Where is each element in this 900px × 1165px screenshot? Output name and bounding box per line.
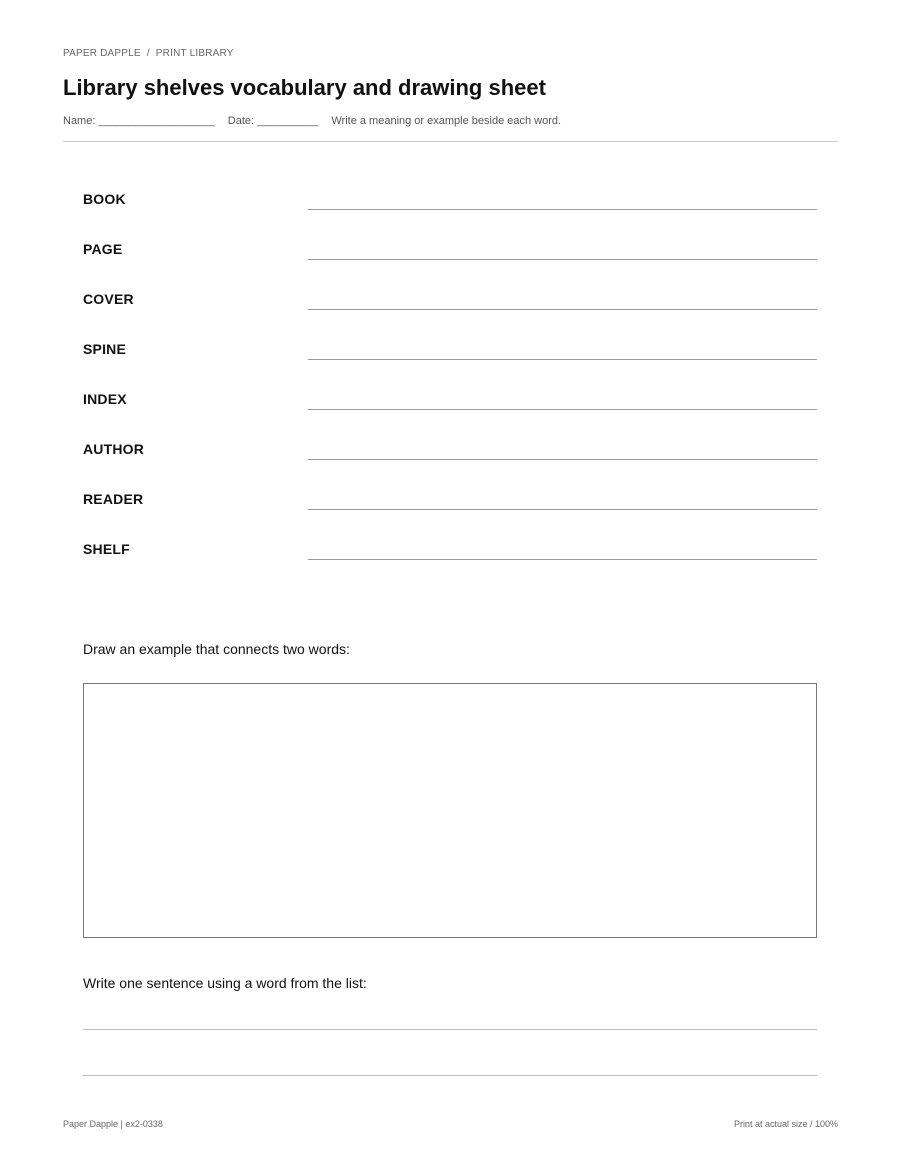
instruction-text: Write a meaning or example beside each word. <box>331 115 562 127</box>
sentence-line <box>83 1029 817 1030</box>
answer-line <box>308 359 817 360</box>
answer-line <box>308 309 817 310</box>
breadcrumb-item-publisher: PAPER DAPPLE <box>63 48 141 59</box>
vocab-word: AUTHOR <box>83 441 145 457</box>
vocab-row <box>83 341 817 371</box>
vocab-word: COVER <box>83 291 134 307</box>
answer-line <box>308 459 817 460</box>
answer-line <box>308 409 817 410</box>
breadcrumb <box>63 48 234 59</box>
footer-document-id: Paper Dapple | ex2-0338 <box>63 1119 163 1129</box>
vocab-word: INDEX <box>83 391 127 407</box>
answer-line <box>308 259 817 260</box>
vocab-row <box>83 391 817 421</box>
vocab-row <box>83 541 817 571</box>
vocab-word: READER <box>83 491 144 507</box>
worksheet-meta <box>63 115 571 127</box>
vocab-row <box>83 291 817 321</box>
vocab-word: BOOK <box>83 191 126 207</box>
answer-line <box>308 509 817 510</box>
footer-print-note: Print at actual size / 100% <box>733 1119 838 1129</box>
vocab-word: SHELF <box>83 541 130 557</box>
vocab-word: PAGE <box>83 241 123 257</box>
breadcrumb-item-library: PRINT LIBRARY <box>155 48 234 59</box>
sentence-prompt: Write one sentence using a word from the list: <box>83 975 367 991</box>
vocab-row <box>83 241 817 271</box>
breadcrumb-separator: / <box>146 48 150 59</box>
vocab-word: SPINE <box>83 341 127 357</box>
vocab-row <box>83 491 817 521</box>
answer-line <box>308 559 817 560</box>
vocab-row <box>83 441 817 471</box>
name-field: Name: ___________________ <box>63 115 215 127</box>
header-divider <box>63 141 838 142</box>
date-field: Date: __________ <box>227 115 319 127</box>
answer-line <box>308 209 817 210</box>
drawing-prompt: Draw an example that connects two words: <box>83 641 350 657</box>
page-title: Library shelves vocabulary and drawing sheet <box>63 75 546 100</box>
vocab-row <box>83 191 817 221</box>
drawing-box <box>83 683 817 938</box>
sentence-line <box>83 1075 817 1076</box>
